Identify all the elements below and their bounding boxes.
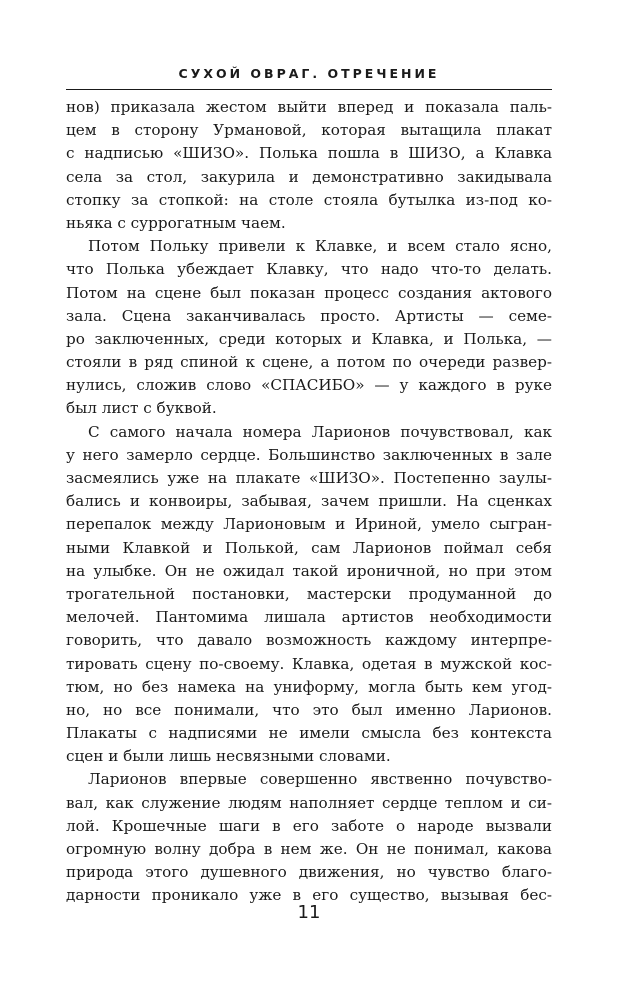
text-line: трогательной постановки, мастерски продуманной до xyxy=(66,584,552,603)
running-title: СУХОЙ ОВРАГ. ОТРЕЧЕНИЕ xyxy=(178,66,440,81)
text-line: ными Клавкой и Полькой, сам Ларионов поймал себя xyxy=(66,538,552,557)
text-line: Потом Польку привели к Клавке, и всем стало ясно, xyxy=(88,237,552,256)
text-line: засмеялись уже на плакате «ШИЗО». Постепенно заулы- xyxy=(66,469,552,487)
text-line: нов) приказала жестом выйти вперед и показала паль- xyxy=(66,98,552,116)
text-line: сцен и были лишь несвязными словами. xyxy=(66,747,391,766)
text-line: мелочей. Пантомима лишала артистов необходимости xyxy=(66,608,552,627)
text-line: лой. Крошечные шаги в его заботе о народе вызвали xyxy=(66,816,552,835)
paragraph xyxy=(66,235,552,421)
text-line: тировать сцену по-своему. Клавка, одетая в мужской кос- xyxy=(66,654,552,673)
text-line: говорить, что давало возможность каждому интерпре- xyxy=(66,631,552,650)
paragraph xyxy=(66,768,552,907)
page-number: 11 xyxy=(297,902,321,923)
text-line: но, но все понимали, что это был именно Ларионов. xyxy=(66,700,552,719)
text-line: что Полька убеждает Клавку, что надо что-то делать. xyxy=(66,260,552,279)
text-line: у него замерло сердце. Большинство заключенных в зале xyxy=(66,445,552,464)
text-line: ро заключенных, среди которых и Клавка, и Полька, — xyxy=(66,329,552,348)
paragraph xyxy=(66,421,552,769)
text-line: С самого начала номера Ларионов почувствовал, как xyxy=(88,422,552,441)
text-line: зала. Сцена заканчивалась просто. Артисты — семе- xyxy=(66,306,552,325)
text-line: дарности проникало уже в его существо, вызывая бес- xyxy=(66,886,552,905)
text-line: вал, как служение людям наполняет сердце теплом и си- xyxy=(66,793,552,812)
text-line: села за стол, закурила и демонстративно закидывала xyxy=(66,167,552,186)
paragraph xyxy=(66,96,552,235)
text-line: стопку за стопкой: на столе стояла бутылка из-под ко- xyxy=(66,190,552,209)
text-line: ньяка с суррогатным чаем. xyxy=(66,213,286,232)
header-rule xyxy=(66,89,552,90)
text-line: цем в сторону Урмановой, которая вытащила плакат xyxy=(66,121,552,140)
text-line: тюм, но без намека на униформу, могла быть кем угод- xyxy=(66,677,552,696)
text-line: перепалок между Ларионовым и Ириной, умело сыгран- xyxy=(66,515,552,534)
text-line: на улыбке. Он не ожидал такой ироничной, но при этом xyxy=(66,561,552,580)
text-line: бались и конвоиры, забывая, зачем пришли. На сценках xyxy=(66,492,552,511)
text-line: природа этого душевного движения, но чувство благо- xyxy=(66,863,552,882)
body-text xyxy=(66,96,552,908)
text-line: стояли в ряд спиной к сцене, а потом по очереди развер- xyxy=(66,353,552,372)
text-line: Потом на сцене был показан процесс создания актового xyxy=(66,283,552,302)
text-line: нулись, сложив слово «СПАСИБО» — у каждого в руке xyxy=(66,376,552,395)
text-line: с надписью «ШИЗО». Полька пошла в ШИЗО, а Клавка xyxy=(66,144,552,163)
text-line: Плакаты с надписями не имели смысла без контекста xyxy=(66,724,552,743)
text-line: огромную волну добра в нем же. Он не понимал, какова xyxy=(66,840,552,858)
text-line: был лист с буквой. xyxy=(66,399,217,418)
text-line: Ларионов впервые совершенно явственно почувство- xyxy=(88,770,552,789)
